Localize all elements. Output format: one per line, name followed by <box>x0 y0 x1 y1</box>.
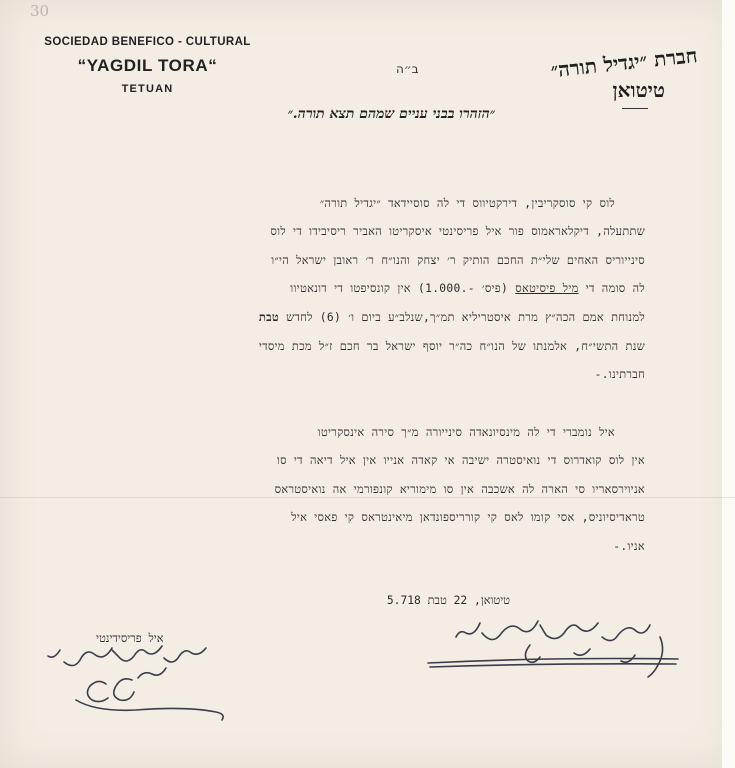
right-signature <box>420 615 700 690</box>
amount-in-words: מיל פיסיטאס <box>515 282 579 295</box>
letterhead-city: TETUAN <box>121 83 174 95</box>
fold-crease <box>0 497 735 498</box>
body-line-5 <box>35 311 645 324</box>
letterhead-society-type: SOCIEDAD BENEFICO - CULTURAL <box>44 36 251 48</box>
body-line-1: לוס קי סוסקריבין, דירקטיווס די לה סוסיידאד ״יגדיל תורה״ <box>319 197 615 210</box>
body-line-10: אניוירסאריו סי הארה לה אשכבה אין סו מימוריא קונפורמי אה נואיסטראס <box>274 483 645 496</box>
body-line-9: אין לוס קואדרוס די נואיסטרה ישיבה אי קאדה אנייו אין איל דיאה די סו <box>276 454 645 467</box>
letterhead-hebrew-city: טיטואן <box>612 78 665 102</box>
pencil-page-mark: 30 <box>30 2 50 20</box>
body-line-6: שנת התשי״ח, אלמנתו של הנו״ח כה״ר יוסף ישראל בר חכם ז״ל מכת מיסדי <box>258 340 645 353</box>
month-tevet: טבת <box>258 311 279 324</box>
letterhead-society-name: “YAGDIL TORA“ <box>77 56 218 75</box>
body-line-11: טראדיסיוניס, אסי קומו לאס קי קורריספונדאן מיאינטראס קי פאסי איל <box>291 511 645 524</box>
left-signature <box>36 640 226 735</box>
body-line-3: סינייוריס האחים שלי״ת החכם הותיק ר׳ יצחק והנו״ח ר׳ ראובן ישראל הי״ו <box>271 254 645 267</box>
body-line-4 <box>35 282 645 295</box>
body-line-5-start: למנוחת אמם הכה״ץ מרת איסטריליא תמ״ך,שנלב״ע ביום ו׳ (6) לחדש <box>286 311 645 324</box>
body-line-8: איל נומברי די לה מינסיונאדה סינייורה מ״ך סירה אינסקריטו <box>317 426 615 439</box>
besiyata-dishmaya: ב״ה <box>396 62 419 76</box>
body-line-4-end: (פיס׳ -.1.000) אין קונסיפטו די דונאטיוו <box>290 282 509 295</box>
body-line-12: אניו.- <box>613 540 645 553</box>
body-line-7: חברתינו.- <box>594 368 645 381</box>
motto-line: ״הזהרו בבני עניים שמהם תצא תורה.״ <box>287 106 495 122</box>
president-label: איל פריסידינטי <box>96 632 164 645</box>
page-edge <box>722 0 735 768</box>
letterhead-divider <box>622 108 648 109</box>
body-line-4-start: לה סומה די <box>585 282 645 295</box>
letterhead-hebrew-name: חברת ״יגדיל תורה״ <box>549 43 699 83</box>
body-line-2: שתתעלה, דיקלאראמוס פור איל פריסינטי איסקריטו האביר ריסיבידו די לוס <box>270 225 645 238</box>
date-line: טיטואן, 22 טבת 5.718 <box>386 594 510 607</box>
